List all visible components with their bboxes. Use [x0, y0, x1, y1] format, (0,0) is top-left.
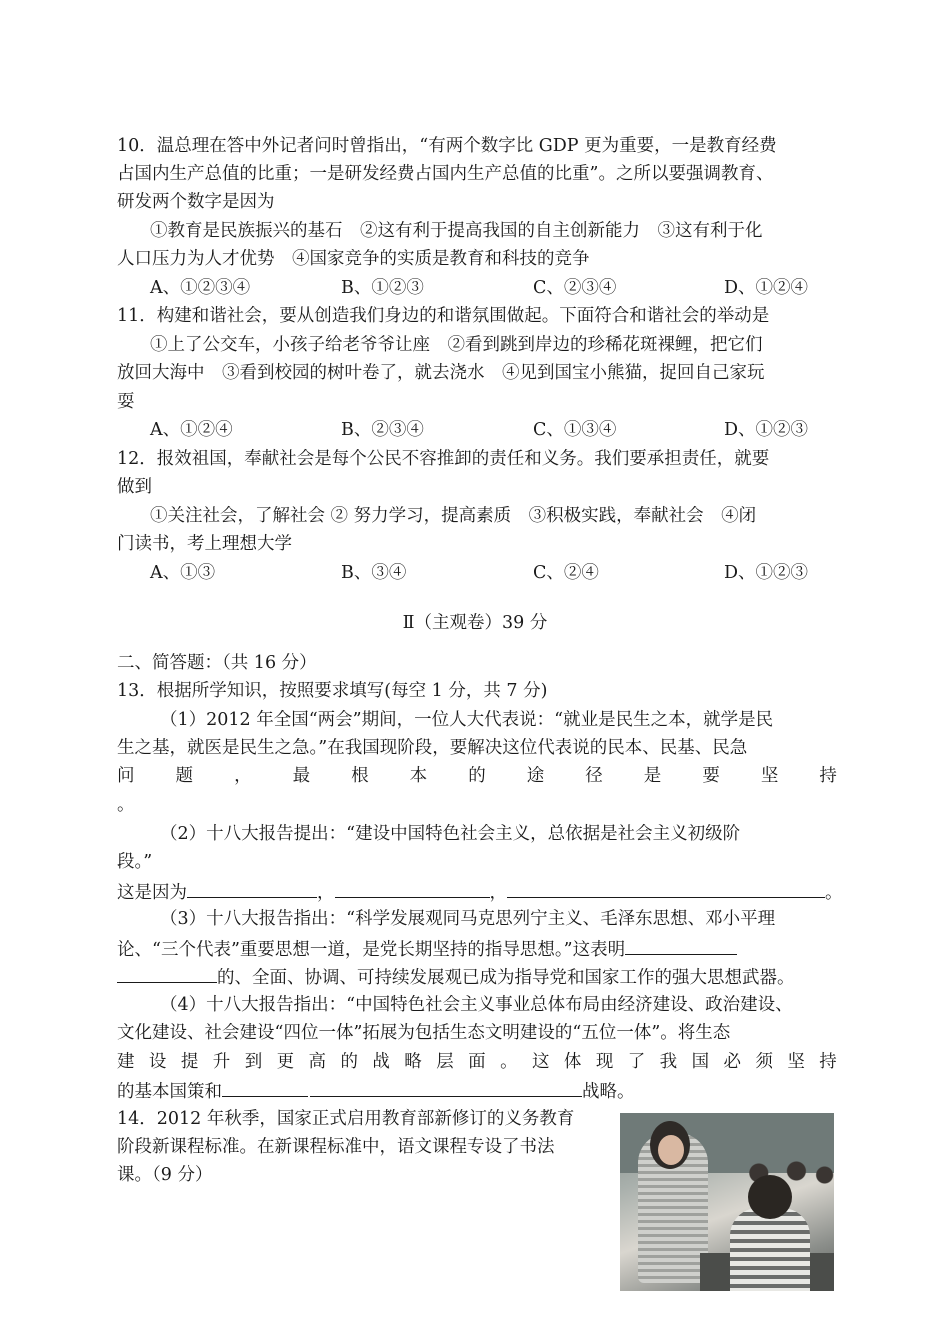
q12-line-2: 做到 — [117, 477, 152, 497]
word: 设 — [148, 1052, 167, 1072]
word: 题 — [175, 766, 194, 786]
answer-blank-1[interactable] — [187, 877, 317, 898]
word: 最 — [292, 766, 311, 786]
q12-option-b: B、③④ — [341, 563, 407, 583]
q10-line-2: 占国内生产总值的比重；一是研发经费占国内生产总值的比重”。之所以要强调教育、 — [117, 164, 774, 184]
word: 面 — [468, 1052, 486, 1072]
q12-line-4: 门读书，考上理想大学 — [117, 534, 292, 554]
word: 略 — [404, 1052, 422, 1072]
word: 的 — [340, 1052, 358, 1072]
word: 本 — [409, 766, 428, 786]
q11-option-a: A、①②④ — [150, 420, 233, 440]
q13-p3-line-1: （3）十八大报告指出：“科学发展观同马克思列宁主义、毛泽东思想、邓小平理 — [160, 909, 776, 929]
q11-line-4: 耍 — [117, 392, 135, 412]
q12-options — [150, 559, 850, 587]
word: 国 — [691, 1052, 710, 1072]
comma: ， — [489, 883, 507, 903]
word: 更 — [276, 1052, 295, 1072]
word: 是 — [643, 766, 662, 786]
word: 途 — [526, 766, 545, 786]
q13-p2-line-1: （2）十八大报告提出：“建设中国特色社会主义，总依据是社会主义初级阶 — [160, 824, 741, 844]
q13-p3-suffix: 的、全面、协调、可持续发展观已成为指导党和国家工作的强大思想武器。 — [217, 968, 795, 988]
word: 战 — [372, 1052, 390, 1072]
q12-option-c: C、②④ — [533, 563, 599, 583]
q13-p4-end: 战略。 — [582, 1082, 635, 1102]
q13-p1-line-2: 生之基，就医是民生之急。”在我国现阶段，要解决这位代表说的民本、民基、民急 — [117, 738, 748, 758]
section-heading: 二、简答题：（共 16 分） — [117, 653, 317, 673]
q13-p3-text: 论、“三个代表”重要思想一道，是党长期坚持的指导思想。”这表明 — [117, 940, 626, 960]
q14-line-1: 14．2012 年秋季，国家正式启用教育部新修订的义务教育 — [117, 1109, 575, 1129]
q10-line-1: 10．温总理在答中外记者问时曾指出，“有两个数字比 GDP 更为重要，一是教育经费 — [117, 136, 777, 156]
q13-p4-line-2: 文化建设、社会建设“四位一体”拓展为包括生态文明建设的“五位一体”。将生态 — [117, 1023, 731, 1043]
word: 这 — [531, 1052, 550, 1072]
q10-option-a: A、①②③④ — [150, 278, 251, 298]
answer-blank-7[interactable] — [310, 1076, 582, 1097]
word: 升 — [212, 1052, 231, 1072]
q12-line-1: 12．报效祖国，奉献社会是每个公民不容推卸的责任和义务。我们要承担责任，就要 — [117, 449, 770, 469]
q11-line-3: 放回大海中 ③看到校园的树叶卷了，就去浇水 ④见到国宝小熊猫，捉回自己家玩 — [117, 363, 765, 383]
comma: ， — [317, 883, 335, 903]
q10-line-5: 人口压力为人才优势 ④国家竞争的实质是教育和科技的竞争 — [117, 249, 590, 269]
word: 提 — [180, 1052, 199, 1072]
q10-line-4: ①教育是民族振兴的基石 ②这有利于提高我国的自主创新能力 ③这有利于化 — [150, 221, 763, 241]
word: 建 — [117, 1052, 135, 1072]
q14-line-3: 课。（9 分） — [117, 1165, 213, 1185]
word: 必 — [723, 1052, 742, 1072]
q13-p3-line-2 — [117, 934, 837, 962]
q13-p4-line-4 — [117, 1076, 837, 1104]
q10-options — [150, 274, 850, 302]
q11-line-1: 11．构建和谐社会，要从创造我们身边的和谐氛围做起。下面符合和谐社会的举动是 — [117, 306, 770, 326]
q12-line-3: ①关注社会，了解社会 ② 努力学习，提高素质 ③积极实践，奉献社会 ④闭 — [150, 506, 757, 526]
word: 须 — [755, 1052, 773, 1072]
word: 。 — [500, 1052, 518, 1072]
word: 现 — [595, 1052, 614, 1072]
answer-blank-2[interactable] — [335, 877, 490, 898]
photo-student-head — [748, 1175, 792, 1219]
period: 。 — [825, 883, 843, 903]
q10-option-d: D、①②④ — [724, 278, 809, 298]
q14-line-2: 阶段新课程标准。在新课程标准中，语文课程专设了书法 — [117, 1137, 555, 1157]
q11-option-d: D、①②③ — [724, 420, 809, 440]
word: 根 — [351, 766, 369, 786]
word: 高 — [308, 1052, 327, 1072]
q11-option-b: B、②③④ — [341, 420, 424, 440]
q13-p1-line-1: （1）2012 年全国“两会”期间，一位人大代表说：“就业是民生之本，就学是民 — [160, 710, 774, 730]
q13-p4-line-1: （4）十八大报告指出：“中国特色社会主义事业总体布局由经济建设、政治建设、 — [160, 995, 793, 1015]
q13-p3-line-3 — [117, 962, 837, 990]
word: 我 — [659, 1052, 678, 1072]
q11-options — [150, 416, 850, 444]
word: 的 — [468, 766, 486, 786]
word: 问 — [117, 766, 135, 786]
word: 径 — [585, 766, 603, 786]
word: 坚 — [787, 1052, 805, 1072]
word: 了 — [627, 1052, 646, 1072]
q10-option-c: C、②③④ — [533, 278, 617, 298]
word: 层 — [436, 1052, 454, 1072]
word: 持 — [819, 1052, 837, 1072]
word: 要 — [702, 766, 720, 786]
answer-blank-6[interactable] — [222, 1076, 308, 1097]
q12-option-d: D、①②③ — [724, 563, 809, 583]
word: 到 — [244, 1052, 263, 1072]
answer-blank-5[interactable] — [117, 962, 217, 983]
q13-p1-line-4: 。 — [117, 795, 135, 815]
q13-p2-prefix: 这是因为 — [117, 883, 187, 903]
word: 体 — [563, 1052, 582, 1072]
q13-p1-line-3 — [117, 762, 837, 790]
q13-p2-line-3 — [117, 877, 843, 905]
q11-option-c: C、①③④ — [533, 420, 617, 440]
calligraphy-class-photo — [620, 1113, 834, 1291]
q13-p4-line-3 — [117, 1048, 837, 1076]
q10-line-3: 研发两个数字是因为 — [117, 192, 275, 212]
q13-p2-line-2: 段。” — [117, 852, 153, 872]
word: 坚 — [760, 766, 779, 786]
word: ， — [234, 766, 252, 786]
answer-blank-4[interactable] — [625, 934, 737, 955]
q10-option-b: B、①②③ — [341, 278, 424, 298]
q13-p4-prefix: 的基本国策和 — [117, 1082, 222, 1102]
answer-blank-3[interactable] — [507, 877, 825, 898]
q12-option-a: A、①③ — [150, 563, 216, 583]
section-title: Ⅱ（主观卷）39 分 — [402, 613, 548, 633]
q11-line-2: ①上了公交车，小孩子给老爷爷让座 ②看到跳到岸边的珍稀花斑裸鲤，把它们 — [150, 335, 763, 355]
q13-intro: 13．根据所学知识，按照要求填写(每空 1 分，共 7 分) — [117, 681, 548, 701]
word: 持 — [819, 766, 837, 786]
photo-student — [730, 1208, 810, 1291]
photo-teacher-face — [658, 1135, 684, 1165]
